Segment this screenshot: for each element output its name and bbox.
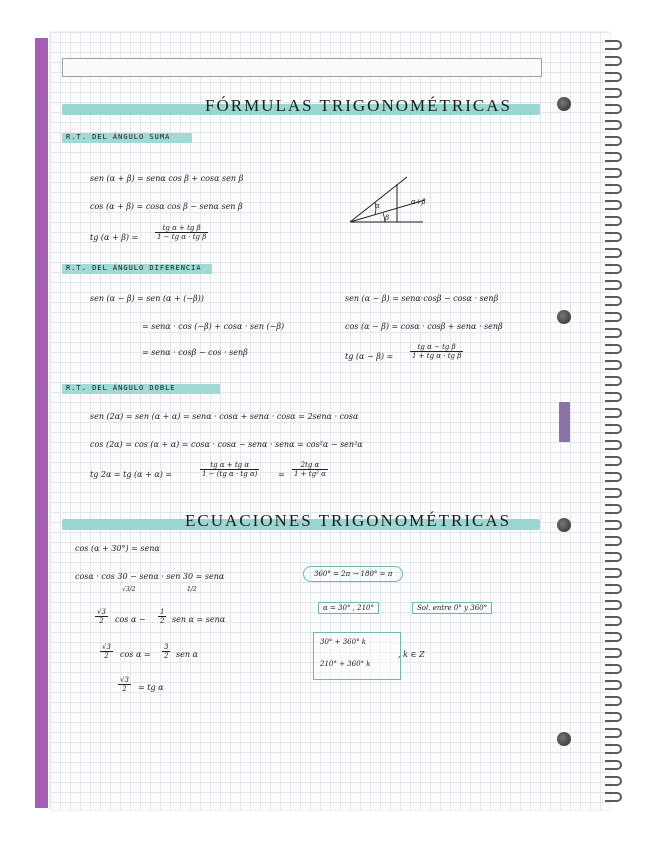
binder-ring — [605, 200, 622, 210]
binder-ring — [605, 40, 622, 50]
equation-line-4-end: sen α — [176, 650, 198, 659]
binder-ring — [605, 184, 622, 194]
equation-line-4-fraction — [100, 643, 113, 660]
binder-ring — [605, 520, 622, 530]
binder-ring — [605, 776, 622, 786]
section-title-formulas: FÓRMULAS TRIGONOMÉTRICAS — [205, 96, 512, 115]
binder-ring — [605, 440, 622, 450]
formula-tg-sum-lhs: tg (α + β) = — [90, 233, 139, 242]
equation-line-3-fraction — [95, 608, 108, 625]
hole — [557, 310, 571, 324]
binder-ring — [605, 344, 622, 354]
general-solution-box — [313, 632, 401, 680]
formula-cos-diff-right: cos (α − β) = cosα · cosβ + senα · senβ — [345, 322, 503, 331]
binder-ring — [605, 728, 622, 738]
binder-ring — [605, 264, 622, 274]
general-solution-line-1: 30° + 360° k — [320, 638, 367, 646]
fraction-denominator: 1 − tg α · tg β — [157, 233, 207, 241]
binder-ring — [605, 600, 622, 610]
section-title-equations: ECUACIONES TRIGONOMÉTRICAS — [185, 511, 512, 530]
binder-ring — [605, 168, 622, 178]
formula-tg-diff-fraction — [410, 343, 463, 360]
diagram-beta-label: β — [385, 214, 390, 222]
binder-ring — [605, 632, 622, 642]
fraction-numerator: √3 — [120, 676, 129, 684]
binder-ring — [605, 408, 622, 418]
binder-ring — [605, 424, 622, 434]
binder-ring — [605, 552, 622, 562]
binder-ring — [605, 744, 622, 754]
fraction-denominator: 2 — [164, 652, 169, 660]
binder-ring — [605, 648, 622, 658]
fraction-denominator: 2 — [104, 652, 109, 660]
binder-ring — [605, 376, 622, 386]
binder-ring — [605, 760, 622, 770]
binder-ring — [605, 136, 622, 146]
formula-sen-diff-1: sen (α − β) = sen (α + (−β)) — [90, 294, 204, 303]
conversion-note: 360° = 2π → 180° = π — [303, 566, 403, 582]
solution-angles-box: α = 30° , 210° — [318, 602, 379, 614]
fraction-numerator: 2tg α — [292, 461, 328, 470]
binder-ring — [605, 216, 622, 226]
general-solution-line-2: 210° + 360° k — [320, 660, 371, 668]
angle-sum-diagram — [345, 172, 440, 232]
fraction-numerator: √3 — [102, 643, 111, 651]
binder-ring — [605, 56, 622, 66]
fraction-denominator: 1 − (tg α · tg α) — [202, 470, 258, 478]
formula-cos-sum: cos (α + β) = cosα cos β − senα sen β — [90, 202, 243, 211]
binder-ring — [605, 488, 622, 498]
hole — [557, 732, 571, 746]
fraction-denominator: 2 — [99, 617, 104, 625]
binder-ring — [605, 472, 622, 482]
fraction-numerator: 3 — [164, 643, 169, 651]
equation-line-2: cosα · cos 30 − senα · sen 30 = senα — [75, 572, 225, 581]
solution-range-box: Sol. entre 0° y 360° — [412, 602, 492, 614]
formula-tg-double-fraction-2 — [292, 461, 328, 478]
binder-ring — [605, 792, 622, 802]
diagram-sum-label: α+β — [411, 198, 426, 206]
header-box — [62, 58, 542, 77]
formula-sen-diff-2: = senα · cos (−β) + cosα · sen (−β) — [142, 322, 285, 331]
subsection-title-sum: R.T. DEL ÁNGULO SUMA — [66, 133, 171, 141]
fraction-denominator: 1 + tg² α — [294, 470, 326, 478]
formula-tg-diff-lhs: tg (α − β) = — [345, 352, 394, 361]
fraction-numerator: √3 — [97, 608, 106, 616]
binder-ring — [605, 584, 622, 594]
binder-rings — [605, 40, 635, 810]
binder-ring — [605, 680, 622, 690]
binder-ring — [605, 504, 622, 514]
notebook-edge-strip — [35, 38, 48, 808]
fraction-numerator: 1 — [160, 608, 165, 616]
equation-line-5-end: = tg α — [138, 683, 164, 692]
formula-sen-diff-3: = senα · cosβ − cos · senβ — [142, 348, 248, 357]
equation-line-4-frac-2 — [162, 643, 170, 660]
binder-ring — [605, 72, 622, 82]
fraction-denominator: 2 — [160, 617, 165, 625]
formula-sen-diff-right: sen (α − β) = senα·cosβ − cosα · senβ — [345, 294, 499, 303]
subsection-title-double: R.T. DEL ÁNGULO DOBLE — [66, 384, 176, 392]
equation-line-4-mid: cos α = — [120, 650, 151, 659]
binder-ring — [605, 536, 622, 546]
subsection-title-diff: R.T. DEL ÁNGULO DIFERENCIA — [66, 264, 202, 272]
binder-ring — [605, 392, 622, 402]
notebook-side-label — [559, 402, 570, 442]
fraction-denominator: 1 + tg α · tg β — [412, 352, 462, 360]
fraction-numerator: tg α + tg β — [155, 224, 208, 233]
formula-tg-double-lhs: tg 2α = tg (α + α) = — [90, 470, 173, 479]
binder-ring — [605, 152, 622, 162]
binder-ring — [605, 280, 622, 290]
binder-ring — [605, 568, 622, 578]
binder-ring — [605, 88, 622, 98]
equation-line-2-sub-1: √3/2 — [122, 586, 136, 593]
binder-ring — [605, 120, 622, 130]
formula-tg-sum-fraction — [155, 224, 208, 241]
binder-ring — [605, 664, 622, 674]
binder-ring — [605, 232, 622, 242]
equation-line-2-sub-2: 1/2 — [187, 586, 197, 593]
hole — [557, 518, 571, 532]
general-solution-tail: , k ∈ Z — [398, 650, 425, 659]
fraction-denominator: 2 — [122, 685, 127, 693]
notebook-page — [50, 32, 610, 810]
hole — [557, 97, 571, 111]
formula-sen-sum: sen (α + β) = senα cos β + cosα sen β — [90, 174, 244, 183]
equation-line-1: cos (α + 30°) = senα — [75, 544, 160, 553]
binder-ring — [605, 456, 622, 466]
fraction-numerator: tg α + tg α — [200, 461, 259, 470]
equation-line-3-end: sen α = senα — [172, 615, 226, 624]
binder-ring — [605, 296, 622, 306]
binder-ring — [605, 360, 622, 370]
equation-line-5-fraction — [118, 676, 131, 693]
formula-tg-double-fraction-1 — [200, 461, 259, 478]
fraction-numerator: tg α − tg β — [410, 343, 463, 352]
formula-tg-double-equals: = — [278, 470, 285, 479]
binder-ring — [605, 712, 622, 722]
binder-ring — [605, 616, 622, 626]
formula-sen-double: sen (2α) = sen (α + α) = senα · cosα + senα · cosα = 2senα · cosα — [90, 412, 359, 421]
diagram-alpha-label: α — [375, 202, 380, 210]
equation-line-3-frac-2 — [158, 608, 166, 625]
binder-ring — [605, 328, 622, 338]
binder-ring — [605, 312, 622, 322]
formula-cos-double: cos (2α) = cos (α + α) = cosα · cosα − senα · senα = cos²α − sen²α — [90, 440, 363, 449]
equation-line-3-mid: cos α − — [115, 615, 146, 624]
binder-ring — [605, 696, 622, 706]
binder-ring — [605, 104, 622, 114]
binder-ring — [605, 248, 622, 258]
